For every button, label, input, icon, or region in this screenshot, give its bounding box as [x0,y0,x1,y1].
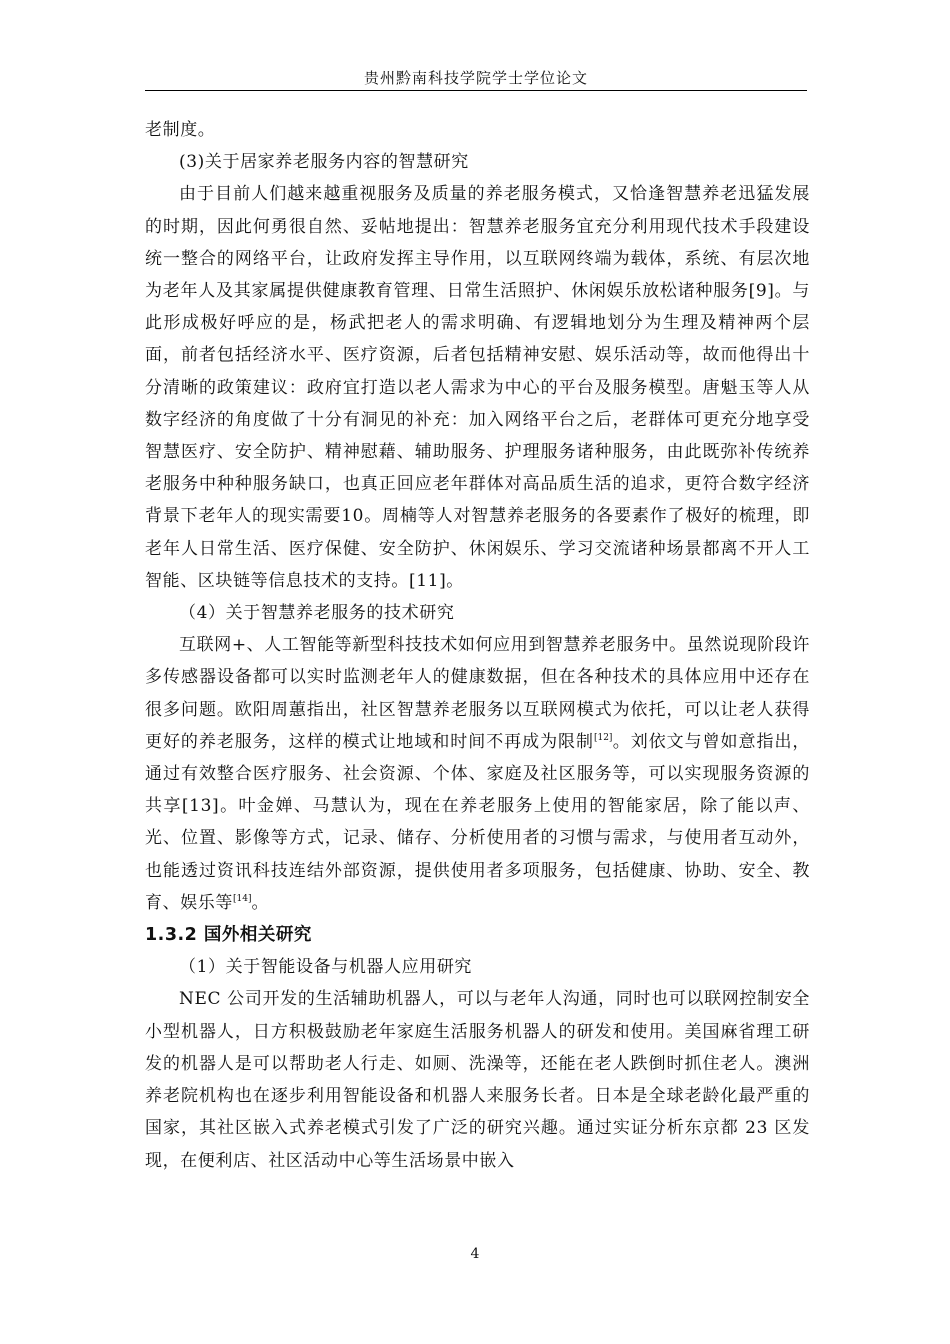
citation-14: [14] [233,893,252,904]
running-header: 贵州黔南科技学院学士学位论文 [363,69,588,87]
paragraph-technology-part-c: 。 [251,892,270,913]
paragraph-technology [145,629,810,919]
citation-12: [12] [593,732,613,743]
paragraph-technology-part-b: 。刘依文与曾如意指出，通过有效整合医疗服务、社会资源、个体、家庭及社区服务等，可以实现服务资源的共享[13]。叶金婵、马慧认为，现在在养老服务上使用的智能家居，除了能以声、光、位置、影像等方式，记录、储存、分析使用者的习惯与需求，与使用者互动外，也能透过资讯科技连结外部资源，提供使用者多项服务，包括健康、协助、安全、教育、娱乐等 [145,731,810,913]
section-heading: 1.3.2 国外相关研究 [145,925,312,946]
paragraph-robots: NEC 公司开发的生活辅助机器人，可以与老年人沟通，同时也可以联网控制安全小型机器人，日方积极鼓励老年家庭生活服务机器人的研发和使用。美国麻省理工研发的机器人是可以帮助老人行走、如厕、洗澡等，还能在老人跌倒时抓住老人。澳洲养老院机构也在逐步利用智能设备和机器人来服务长者。日本是全球老龄化最严重的国家，其社区嵌入式养老模式引发了广泛的研究兴趣。通过实证分析东京都 23 区发现，在便利店、社区活动中心等生活场景中嵌入 [145,989,810,1171]
subheading-3: (3)关于居家养老服务内容的智慧研究 [179,152,469,173]
page-number: 4 [470,1246,480,1262]
paragraph-continuation: 老制度。 [145,120,216,140]
subheading-1: （1）关于智能设备与机器人应用研究 [179,957,473,978]
header-rule [145,90,807,91]
body-text [145,114,810,1177]
paragraph-technology-part-a: 互联网+、人工智能等新型科技技术如何应用到智慧养老服务中。虽然说现阶段许多传感器设备都可以实时监测老年人的健康数据，但在各种技术的具体应用中还存在很多问题。欧阳周蕙指出，社区智慧养老服务以互联网模式为依托，可以让老人获得更好的养老服务，这样的模式让地域和时间不再成为限制 [145,635,810,752]
paragraph-home-care: 由于目前人们越来越重视服务及质量的养老服务模式，又恰逢智慧养老迅猛发展的时期，因此何勇很自然、妥帖地提出：智慧养老服务宜充分利用现代技术手段建设统一整合的网络平台，让政府发挥主导作用，以互联网终端为载体，系统、有层次地为老年人及其家属提供健康教育管理、日常生活照护、休闲娱乐放松诸种服务[9]。与此形成极好呼应的是，杨武把老人的需求明确、有逻辑地划分为生理及精神两个层面，前者包括经济水平、医疗资源，后者包括精神安慰、娱乐活动等，故而他得出十分清晰的政策建议：政府宜打造以老人需求为中心的平台及服务模型。唐魁玉等人从数字经济的角度做了十分有洞见的补充：加入网络平台之后，老群体可更充分地享受智慧医疗、安全防护、精神慰藉、辅助服务、护理服务诸种服务，由此既弥补传统养老服务中种种服务缺口，也真正回应老年群体对高品质生活的追求，更符合数字经济背景下老年人的现实需要10。周楠等人对智慧养老服务的各要素作了极好的梳理，即老年人日常生活、医疗保健、安全防护、休闲娱乐、学习交流诸种场景都离不开人工智能、区块链等信息技术的支持。[11]。 [145,184,810,591]
subheading-4: （4）关于智慧养老服务的技术研究 [179,603,455,624]
